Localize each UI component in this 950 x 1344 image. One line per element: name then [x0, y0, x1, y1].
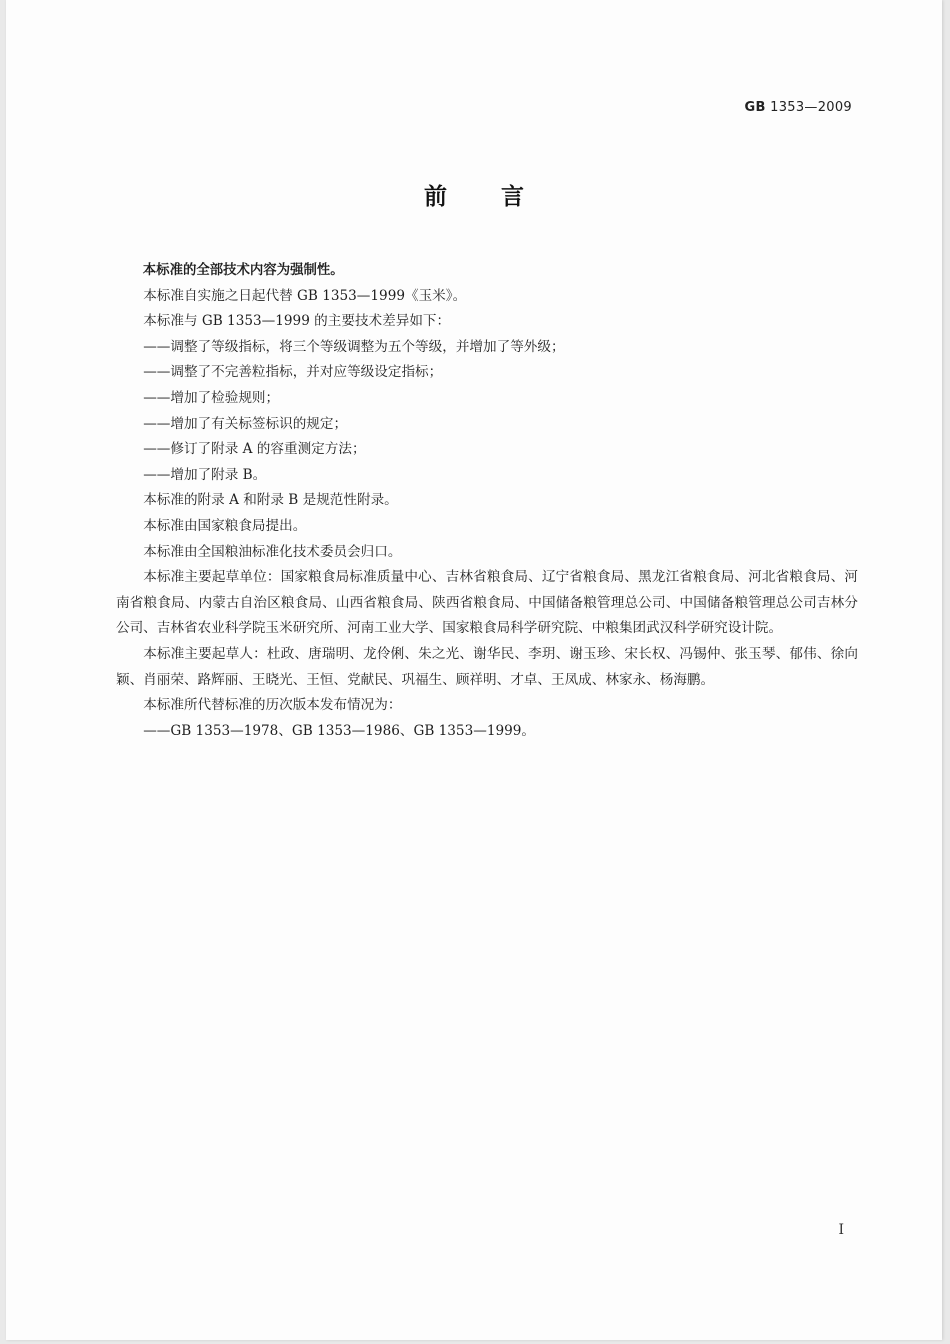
list-item-difference: ——增加了有关标签标识的规定；: [143, 415, 348, 432]
list-item-difference: ——修订了附录 A 的容重测定方法；: [143, 441, 366, 458]
paragraph-mandatory: 本标准的全部技术内容为强制性。: [142, 263, 344, 278]
document-page: [6, 0, 942, 1340]
foreword-body: [116, 258, 858, 744]
list-item-history: ——GB 1353—1978、GB 1353—1986、GB 1353—1999。: [143, 722, 536, 739]
list-item-difference: ——增加了检验规则；: [143, 389, 280, 406]
list-item-difference: ——增加了附录 B。: [143, 466, 267, 483]
paragraph-differences-intro: 本标准与 GB 1353—1999 的主要技术差异如下：: [143, 313, 451, 330]
paragraph-drafting-units: 本标准主要起草单位：国家粮食局标准质量中心、吉林省粮食局、辽宁省粮食局、黑龙江省粮食局、河北省粮食局、河南省粮食局、内蒙古自治区粮食局、山西省粮食局、陕西省粮食局、中国储备粮管理总公司、中国储备粮管理总公司吉林分公司、吉林省农业科学院玉米研究所、河南工业大学、国家粮食局科学研究院、中粮集团武汉科学研究设计院。: [116, 569, 858, 637]
paragraph-replaces: 本标准自实施之日起代替 GB 1353—1999《玉米》。: [143, 287, 467, 304]
paragraph-annexes: 本标准的附录 A 和附录 B 是规范性附录。: [143, 492, 398, 509]
list-item-difference: ——调整了等级指标，将三个等级调整为五个等级，并增加了等外级；: [143, 338, 565, 355]
paragraph-proposer: 本标准由国家粮食局提出。: [143, 517, 307, 534]
page-title: 前言: [424, 184, 578, 210]
standard-prefix: GB: [744, 100, 766, 115]
page-number: I: [838, 1222, 844, 1238]
paragraph-history-intro: 本标准所代替标准的历次版本发布情况为：: [143, 697, 402, 714]
paragraph-drafters: 本标准主要起草人：杜政、唐瑞明、龙伶俐、朱之光、谢华民、李玥、谢玉珍、宋长权、冯锡仲、张玉琴、郁伟、徐向颖、肖丽荣、路辉丽、王晓光、王恒、党献民、巩福生、顾祥明、才卓、王凤成、林家永、杨海鹏。: [116, 645, 858, 688]
standard-number: [745, 100, 853, 115]
paragraph-committee: 本标准由全国粮油标准化技术委员会归口。: [143, 543, 402, 560]
list-item-difference: ——调整了不完善粒指标，并对应等级设定指标；: [143, 364, 443, 381]
standard-code: 1353—2009: [770, 100, 852, 115]
